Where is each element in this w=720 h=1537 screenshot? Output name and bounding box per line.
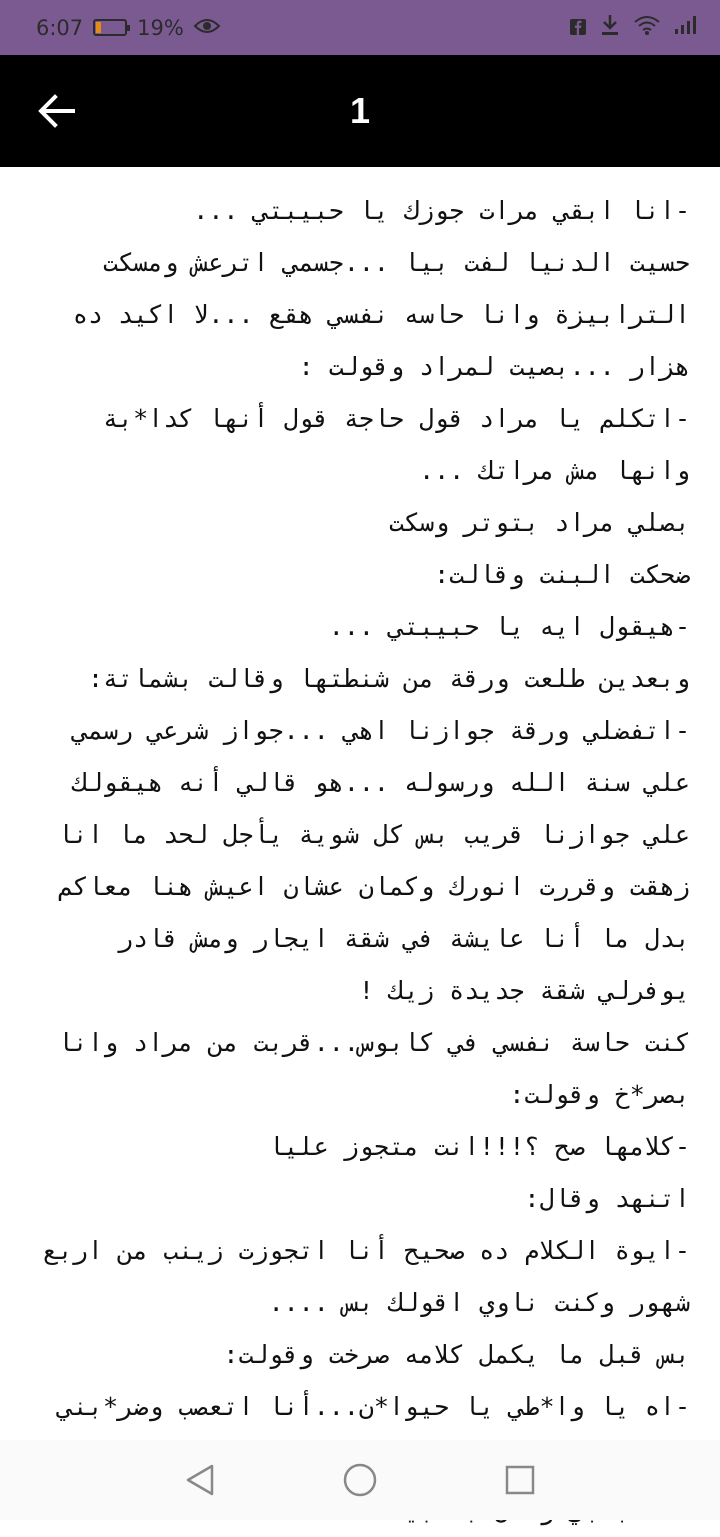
story-line: -انا ابقي مرات جوزك يا حبيبتي ... — [193, 196, 690, 225]
recents-square-icon — [504, 1464, 536, 1496]
clock: 6:07 — [36, 15, 84, 40]
story-line: وبعدين طلعت ورقة من شنطتها وقالت بشماتة: — [87, 664, 690, 693]
story-line: -كلامها صح ؟!!!انت متجوز عليا — [268, 1132, 690, 1161]
page-title: 1 — [349, 90, 371, 131]
nav-back-button[interactable] — [178, 1458, 222, 1502]
story-line: حسيت الدنيا لفت بيا ...جسمي اترعش ومسكت الترابيزة وانا حاسه نفسي هقع ...لا اكيد ده هزار ...بصيت لمراد وقولت : — [72, 248, 690, 381]
battery-icon — [93, 19, 127, 36]
back-triangle-icon — [184, 1463, 216, 1497]
story-line: -اتكلم يا مراد قول حاجة قول أنها كدا*بة وانها مش مراتك ... — [103, 404, 690, 485]
story-line: -ايوة الكلام ده صحيح أنا اتجوزت زينب من اربع شهور وكنت ناوي اقولك بس .... — [42, 1236, 690, 1317]
story-line: -اتفضلي ورقة جوازنا اهي ...جواز شرعي رسمي علي سنة الله ورسوله ...هو قالي أنه هيقولك علي جوازنا قريب بس كل شوية يأجل لحد ما انا زهقت وقررت انورك وكمان عشان اعيش هنا معاكم بدل ما أنا عايشة في شقة ايجار ومش قادر يوفرلي شقة جديدة زيك ! — [57, 716, 690, 1005]
story-line: كنت حاسة نفسي في كابوس...قربت من مراد وانا بصر*خ وقولت: — [57, 1028, 690, 1109]
nav-home-button[interactable] — [338, 1458, 382, 1502]
wifi-icon — [634, 15, 660, 40]
eye-icon — [194, 16, 220, 40]
story-line: -هيقول ايه يا حبيبتي ... — [328, 612, 690, 641]
story-line: بس قبل ما يكمل كلامه صرخت وقولت: — [223, 1340, 690, 1369]
status-bar — [0, 0, 720, 55]
story-line: بصلي مراد بتوتر وسكت — [388, 508, 690, 537]
signal-icon — [674, 15, 698, 40]
back-button[interactable] — [30, 85, 82, 137]
story-line: -اه يا وا*طي يا حيوا*ن...أنا اتعصب وضر*بني — [57, 1392, 690, 1421]
battery-percent: 19% — [137, 15, 184, 40]
story-content[interactable] — [0, 167, 720, 1440]
status-right — [570, 14, 698, 41]
nav-recents-button[interactable] — [498, 1458, 542, 1502]
home-circle-icon — [342, 1462, 378, 1498]
arrow-back-icon — [37, 94, 75, 128]
app-bar — [0, 55, 720, 167]
status-left — [36, 16, 220, 40]
facebook-icon — [570, 16, 586, 40]
story-line: ضحكت البنت وقالت: — [434, 560, 690, 589]
story-line: اتنهد وقال: — [524, 1184, 690, 1213]
download-icon — [600, 14, 620, 41]
battery-fill — [96, 22, 101, 33]
navigation-bar — [0, 1440, 720, 1520]
